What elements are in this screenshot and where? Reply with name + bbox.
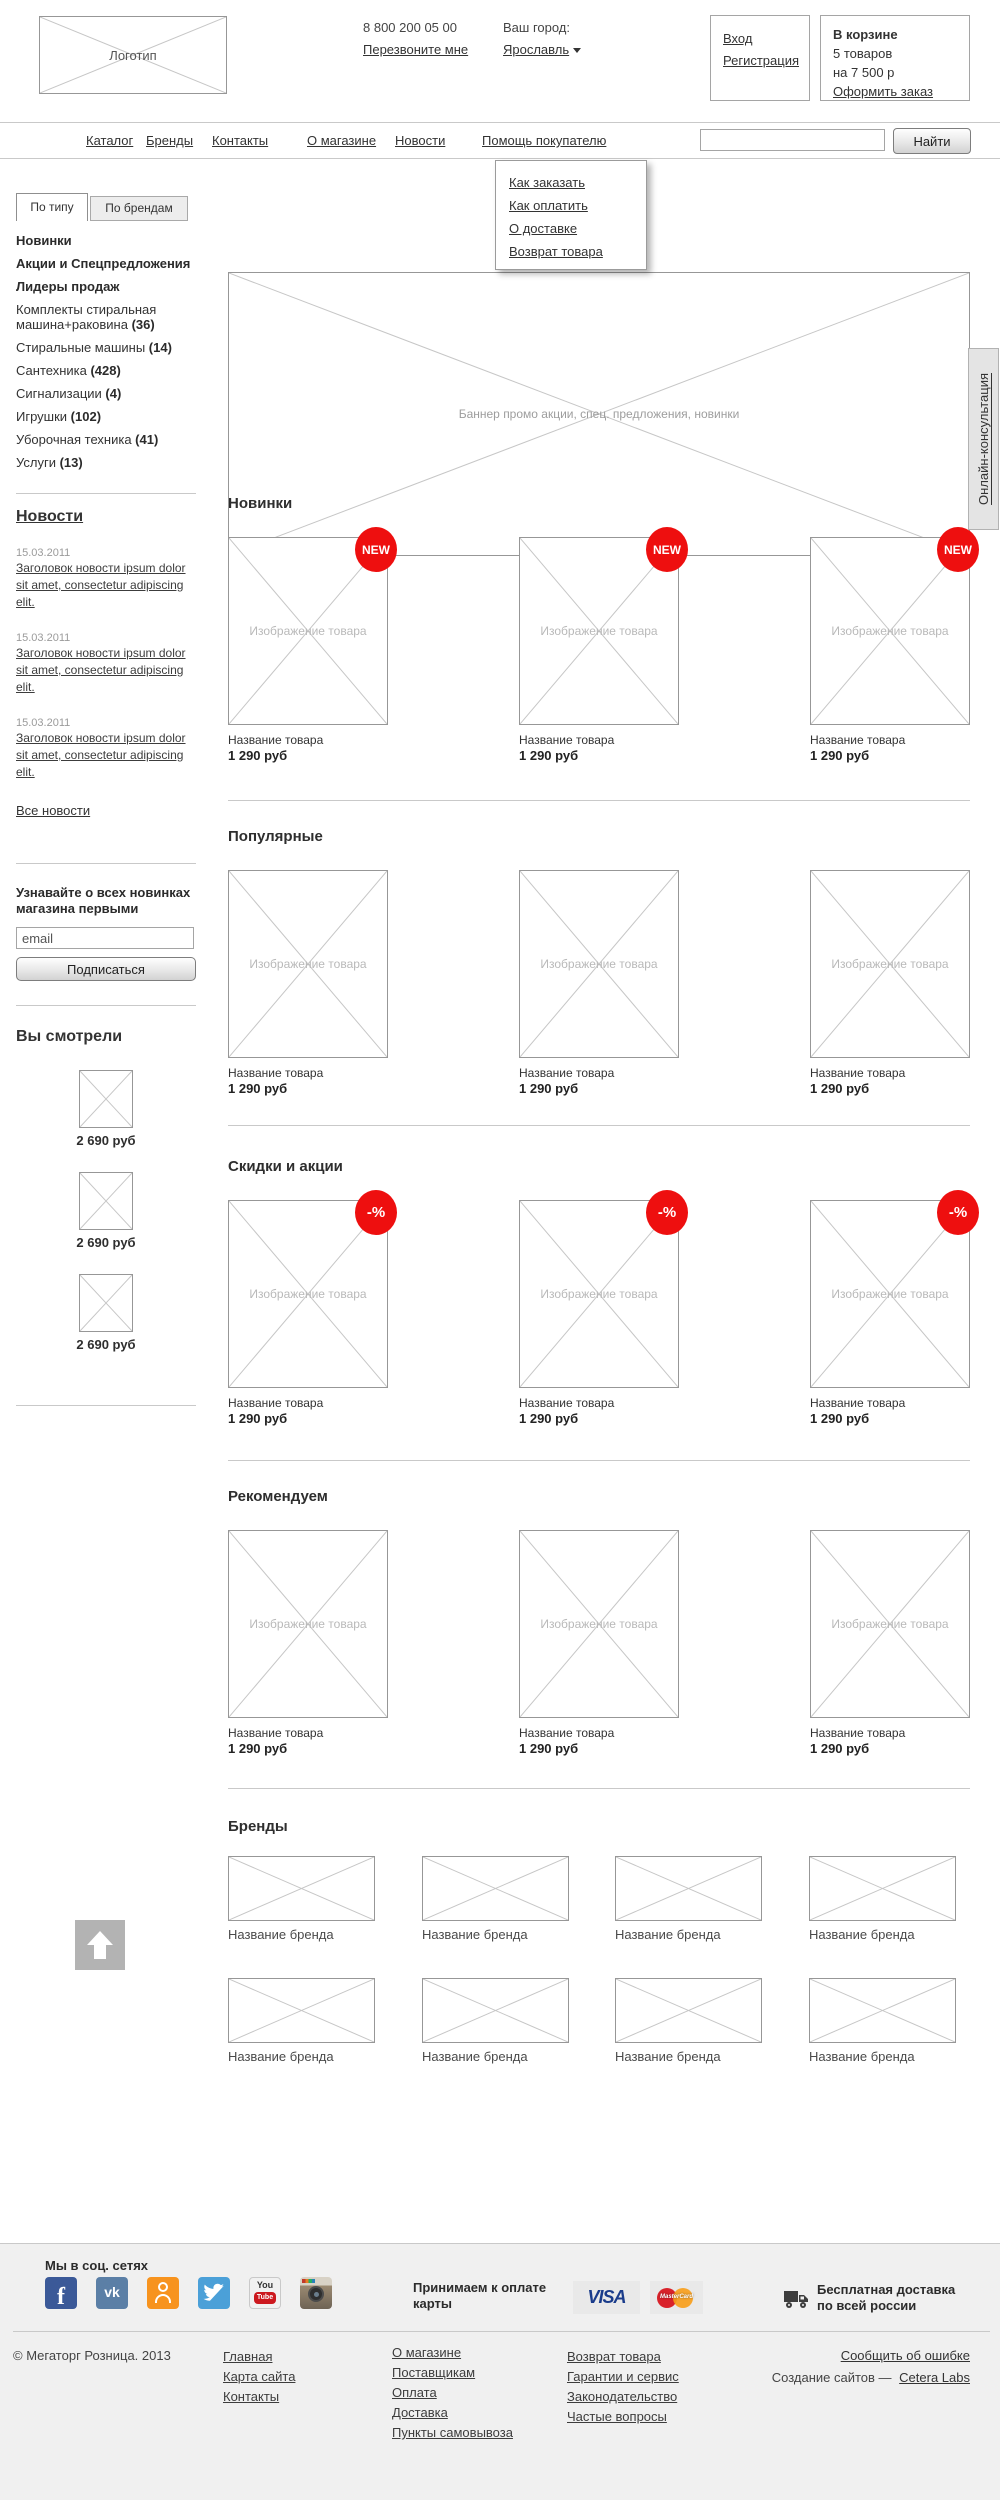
- viewed-item-image[interactable]: [79, 1070, 133, 1128]
- footer-links-column: [567, 2347, 679, 2427]
- footer-links-column: [392, 2343, 513, 2443]
- product-card[interactable]: [228, 870, 388, 1097]
- product-image-placeholder[interactable]: [519, 870, 679, 1058]
- news-item: [16, 546, 196, 611]
- image-placeholder-label: Изображение товара: [831, 957, 949, 971]
- divider: [228, 1125, 970, 1126]
- product-name[interactable]: Название товара: [228, 733, 324, 747]
- product-price: 1 290 руб: [519, 1081, 579, 1096]
- footer-link[interactable]: Карта сайта: [223, 2369, 296, 2384]
- product-image-placeholder[interactable]: [519, 537, 679, 725]
- news-heading[interactable]: Новости: [16, 508, 84, 525]
- dropdown-item-3[interactable]: О доставке: [509, 221, 578, 236]
- product-name[interactable]: Название товара: [810, 733, 906, 747]
- product-row: [228, 870, 970, 1096]
- product-card[interactable]: [810, 1530, 970, 1757]
- category-list: [16, 233, 196, 478]
- dropdown-item-2[interactable]: Как оплатить: [509, 198, 588, 213]
- brand-logo-placeholder[interactable]: [809, 1978, 956, 2043]
- phone-number: 8 800 200 05 00: [363, 20, 457, 35]
- product-image-placeholder[interactable]: [228, 1200, 388, 1388]
- all-news-link[interactable]: Все новости: [16, 803, 91, 818]
- image-placeholder-label: Изображение товара: [249, 1287, 367, 1301]
- brand-name: Название бренда: [422, 2049, 528, 2064]
- sidebar-category[interactable]: Уборочная техника (41): [16, 432, 159, 447]
- city-label: Ваш город:: [503, 20, 570, 35]
- footer-link[interactable]: Главная: [223, 2349, 273, 2364]
- product-image-placeholder[interactable]: [228, 870, 388, 1058]
- news-link[interactable]: Заголовок новости ipsum dolor sit amet, consectetur adipiscing elit.: [16, 731, 186, 779]
- footer-links-column: [223, 2347, 295, 2407]
- brand-card[interactable]: [809, 1856, 956, 1943]
- viewed-item: [16, 1274, 196, 1352]
- sidebar-category[interactable]: Сигнализации (4): [16, 386, 122, 401]
- divider: [16, 1405, 196, 1406]
- viewed-item: [16, 1070, 196, 1148]
- sidebar-category[interactable]: Лидеры продаж: [16, 279, 120, 294]
- auth-box: [710, 15, 810, 101]
- online-consultation-tab[interactable]: Онлайн-консультация: [968, 348, 999, 530]
- footer-link[interactable]: Возврат товара: [567, 2349, 661, 2364]
- sidebar-category[interactable]: Сантехника (428): [16, 363, 121, 378]
- discount-badge: -%: [646, 1190, 688, 1235]
- sidebar-category[interactable]: Акции и Спецпредложения: [16, 256, 191, 271]
- section-title: Рекомендуем: [228, 1488, 328, 1505]
- product-price: 1 290 руб: [810, 1741, 870, 1756]
- news-link[interactable]: Заголовок новости ipsum dolor sit amet, consectetur adipiscing elit.: [16, 646, 186, 694]
- image-placeholder-label: Изображение товара: [831, 624, 949, 638]
- credits-prefix: Создание сайтов —: [771, 2370, 892, 2385]
- section-title: Новинки: [228, 495, 293, 512]
- mastercard-logo: MasterCard: [650, 2281, 703, 2314]
- footer-link[interactable]: Контакты: [223, 2389, 280, 2404]
- youtube-icon[interactable]: You Tube: [249, 2277, 281, 2309]
- email-field[interactable]: [16, 927, 194, 949]
- new-badge: NEW: [937, 527, 979, 572]
- brand-card[interactable]: [228, 1978, 375, 2065]
- image-placeholder-label: Изображение товара: [249, 957, 367, 971]
- sidebar-category[interactable]: Стиральные машины (14): [16, 340, 172, 355]
- product-name[interactable]: Название товара: [519, 1396, 615, 1410]
- truck-icon: [783, 2288, 810, 2315]
- divider: [16, 493, 196, 494]
- product-name[interactable]: Название товара: [519, 1066, 615, 1080]
- product-card[interactable]: [228, 537, 388, 764]
- section-title: Популярные: [228, 828, 323, 845]
- subscribe-block: [16, 885, 196, 981]
- cart-total: на 7 500 р: [833, 65, 895, 80]
- footer-link[interactable]: Доставка: [392, 2405, 448, 2420]
- divider: [16, 1005, 196, 1006]
- footer-link[interactable]: Оплата: [392, 2385, 437, 2400]
- chevron-down-icon: [573, 48, 581, 53]
- cart-box: [820, 15, 970, 101]
- nav-item-4[interactable]: О магазине: [307, 133, 377, 148]
- city-selector[interactable]: Ярославль: [503, 42, 581, 57]
- subscribe-button[interactable]: Подписаться: [16, 957, 196, 981]
- product-image-placeholder[interactable]: [519, 1530, 679, 1718]
- divider: [228, 800, 970, 801]
- sidebar-category[interactable]: Услуги (13): [16, 455, 83, 470]
- product-row: [228, 1530, 970, 1756]
- tab-by-brand[interactable]: По брендам: [90, 196, 188, 221]
- brand-logo-placeholder[interactable]: [228, 1978, 375, 2043]
- footer: [0, 2243, 1000, 2500]
- search-button[interactable]: Найти: [893, 128, 971, 154]
- discount-badge: -%: [355, 1190, 397, 1235]
- logo-placeholder-label: Логотип: [109, 47, 157, 63]
- product-image-placeholder[interactable]: [810, 1200, 970, 1388]
- sidebar-category[interactable]: Новинки: [16, 233, 72, 248]
- image-placeholder-label: Изображение товара: [540, 1287, 658, 1301]
- brand-card[interactable]: [228, 1856, 375, 1943]
- sidebar-category[interactable]: Игрушки (102): [16, 409, 102, 424]
- report-error-link[interactable]: Сообщить об ошибке: [840, 2348, 970, 2363]
- cart-items-count: 5 товаров: [833, 46, 893, 61]
- product-name[interactable]: Название товара: [810, 1396, 906, 1410]
- product-price: 1 290 руб: [228, 1081, 288, 1096]
- social-icons: [45, 2277, 332, 2309]
- product-name[interactable]: Название товара: [519, 1726, 615, 1740]
- product-card[interactable]: [519, 537, 679, 764]
- product-name[interactable]: Название товара: [228, 1066, 324, 1080]
- product-name[interactable]: Название товара: [519, 733, 615, 747]
- brand-logo-placeholder[interactable]: [615, 1978, 762, 2043]
- news-item: [16, 631, 196, 696]
- viewed-heading: Вы смотрели: [16, 1028, 123, 1045]
- nav-item-2[interactable]: Бренды: [146, 133, 194, 148]
- divider: [16, 863, 196, 864]
- product-price: 1 290 руб: [228, 748, 288, 763]
- footer-link[interactable]: Частые вопросы: [567, 2409, 667, 2424]
- brand-name: Название бренда: [809, 2049, 915, 2064]
- divider: [228, 1788, 970, 1789]
- brand-logo-placeholder[interactable]: [422, 1978, 569, 2043]
- footer-link[interactable]: О магазине: [392, 2345, 462, 2360]
- brand-card[interactable]: [615, 1978, 762, 2065]
- viewed-item-price: 2 690 руб: [76, 1337, 136, 1352]
- product-card[interactable]: [810, 537, 970, 764]
- footer-credits: [772, 2345, 970, 2389]
- arrow-up-icon: [87, 1931, 113, 1945]
- divider: [228, 1460, 970, 1461]
- instagram-icon[interactable]: [300, 2277, 332, 2309]
- product-card[interactable]: [519, 1200, 679, 1427]
- brand-logo-placeholder[interactable]: [228, 1856, 375, 1921]
- product-section: [228, 495, 972, 763]
- product-card[interactable]: [519, 870, 679, 1097]
- product-price: 1 290 руб: [228, 1411, 288, 1426]
- news-block: [16, 508, 196, 820]
- product-name[interactable]: Название товара: [228, 1396, 324, 1410]
- news-link[interactable]: Заголовок новости ipsum dolor sit amet, consectetur adipiscing elit.: [16, 561, 186, 609]
- brand-card[interactable]: [422, 1978, 569, 2065]
- image-placeholder-label: Изображение товара: [249, 1617, 367, 1631]
- news-date: 15.03.2011: [16, 717, 71, 729]
- product-image-placeholder[interactable]: [810, 537, 970, 725]
- news-date: 15.03.2011: [16, 632, 71, 644]
- dropdown-item-1[interactable]: Как заказать: [509, 175, 585, 190]
- brand-name: Название бренда: [228, 2049, 334, 2064]
- banner-placeholder-label: Баннер промо акции, спец. предложения, новинки: [458, 407, 740, 421]
- checkout-link[interactable]: Оформить заказ: [833, 84, 934, 99]
- tab-by-type[interactable]: По типу: [16, 193, 88, 221]
- brand-name: Название бренда: [422, 1927, 528, 1942]
- product-row: [228, 1200, 970, 1426]
- product-image-placeholder[interactable]: [810, 870, 970, 1058]
- free-delivery-text: Бесплатная доставка по всей россии: [817, 2282, 956, 2313]
- product-image-placeholder[interactable]: [228, 1530, 388, 1718]
- footer-link[interactable]: Поставщикам: [392, 2365, 476, 2380]
- product-name[interactable]: Название товара: [228, 1726, 324, 1740]
- nav-item-3[interactable]: Контакты: [212, 133, 269, 148]
- brand-card[interactable]: [809, 1978, 956, 2065]
- product-section: [228, 1488, 970, 1756]
- product-image-placeholder[interactable]: [519, 1200, 679, 1388]
- image-placeholder-label: Изображение товара: [540, 624, 658, 638]
- image-placeholder-label: Изображение товара: [540, 1617, 658, 1631]
- product-card[interactable]: [228, 1200, 388, 1427]
- visa-logo: VISA: [573, 2281, 640, 2314]
- odnoklassniki-icon[interactable]: [147, 2277, 179, 2309]
- scroll-to-top-button[interactable]: [75, 1920, 125, 1970]
- dropdown-item-4[interactable]: Возврат товара: [509, 244, 603, 259]
- viewed-block: [16, 1028, 196, 1352]
- product-card[interactable]: [519, 1530, 679, 1757]
- image-placeholder-label: Изображение товара: [831, 1287, 949, 1301]
- nav-item-6[interactable]: Помощь покупателю: [482, 133, 607, 148]
- logo[interactable]: [39, 16, 227, 94]
- brand-name: Название бренда: [228, 1927, 334, 1942]
- footer-link[interactable]: Пункты самовывоза: [392, 2425, 513, 2440]
- brand-name: Название бренда: [615, 2049, 721, 2064]
- product-price: 1 290 руб: [228, 1741, 288, 1756]
- section-title: Бренды: [228, 1818, 288, 1835]
- cart-title: В корзине: [833, 27, 898, 42]
- product-price: 1 290 руб: [519, 1741, 579, 1756]
- viewed-item-image[interactable]: [79, 1172, 133, 1230]
- callback-link[interactable]: Перезвоните мне: [363, 42, 469, 57]
- product-price: 1 290 руб: [519, 1411, 579, 1426]
- product-card[interactable]: [228, 1530, 388, 1757]
- brand-row: [228, 1978, 970, 2065]
- product-image-placeholder[interactable]: [810, 1530, 970, 1718]
- news-date: 15.03.2011: [16, 547, 71, 559]
- facebook-icon[interactable]: f: [45, 2277, 77, 2309]
- footer-link[interactable]: Законодательство: [567, 2389, 678, 2404]
- image-placeholder-label: Изображение товара: [831, 1617, 949, 1631]
- discount-badge: -%: [937, 1190, 979, 1235]
- copyright: © Мегаторг Розница. 2013: [13, 2348, 171, 2363]
- section-title: Скидки и акции: [228, 1158, 343, 1175]
- product-card[interactable]: [810, 870, 970, 1097]
- news-item: [16, 716, 196, 781]
- subscribe-heading: Узнавайте о всех новинках магазина первыми: [16, 885, 191, 916]
- product-name[interactable]: Название товара: [810, 1726, 906, 1740]
- brand-logo-placeholder[interactable]: [615, 1856, 762, 1921]
- product-price: 1 290 руб: [810, 1411, 870, 1426]
- viewed-item: [16, 1172, 196, 1250]
- payment-title: Принимаем к оплате карты: [413, 2280, 547, 2311]
- credits-link[interactable]: Cetera Labs: [899, 2370, 970, 2385]
- viewed-item-price: 2 690 руб: [76, 1133, 136, 1148]
- footer-link[interactable]: Гарантии и сервис: [567, 2369, 679, 2384]
- nav-item-5[interactable]: Новости: [395, 133, 446, 148]
- brand-row: [228, 1856, 970, 1943]
- divider: [13, 2331, 990, 2332]
- search-input[interactable]: [700, 129, 885, 151]
- register-link[interactable]: Регистрация: [723, 53, 799, 68]
- brand-name: Название бренда: [809, 1927, 915, 1942]
- product-card[interactable]: [810, 1200, 970, 1427]
- login-link[interactable]: Вход: [723, 31, 753, 46]
- viewed-item-image[interactable]: [79, 1274, 133, 1332]
- brands-section: [228, 1818, 970, 2065]
- viewed-item-price: 2 690 руб: [76, 1235, 136, 1250]
- nav-item-1[interactable]: Каталог: [86, 133, 134, 148]
- brand-name: Название бренда: [615, 1927, 721, 1942]
- brand-card[interactable]: [422, 1856, 569, 1943]
- brand-logo-placeholder[interactable]: [809, 1856, 956, 1921]
- image-placeholder-label: Изображение товара: [540, 957, 658, 971]
- brand-logo-placeholder[interactable]: [422, 1856, 569, 1921]
- brand-card[interactable]: [615, 1856, 762, 1943]
- new-badge: NEW: [646, 527, 688, 572]
- product-section: [228, 1158, 970, 1426]
- vk-icon[interactable]: vk: [96, 2277, 128, 2309]
- product-price: 1 290 руб: [519, 748, 579, 763]
- twitter-icon[interactable]: [198, 2277, 230, 2309]
- product-row: [228, 537, 972, 763]
- product-price: 1 290 руб: [810, 1081, 870, 1096]
- new-badge: NEW: [355, 527, 397, 572]
- social-title: Мы в соц. сетях: [45, 2258, 149, 2273]
- product-section: [228, 828, 970, 1096]
- image-placeholder-label: Изображение товара: [249, 624, 367, 638]
- product-name[interactable]: Название товара: [810, 1066, 906, 1080]
- help-dropdown-menu: [495, 160, 647, 270]
- product-price: 1 290 руб: [810, 748, 870, 763]
- product-image-placeholder[interactable]: [228, 537, 388, 725]
- sidebar-category[interactable]: Комплекты стиральная машина+раковина (36): [16, 302, 157, 332]
